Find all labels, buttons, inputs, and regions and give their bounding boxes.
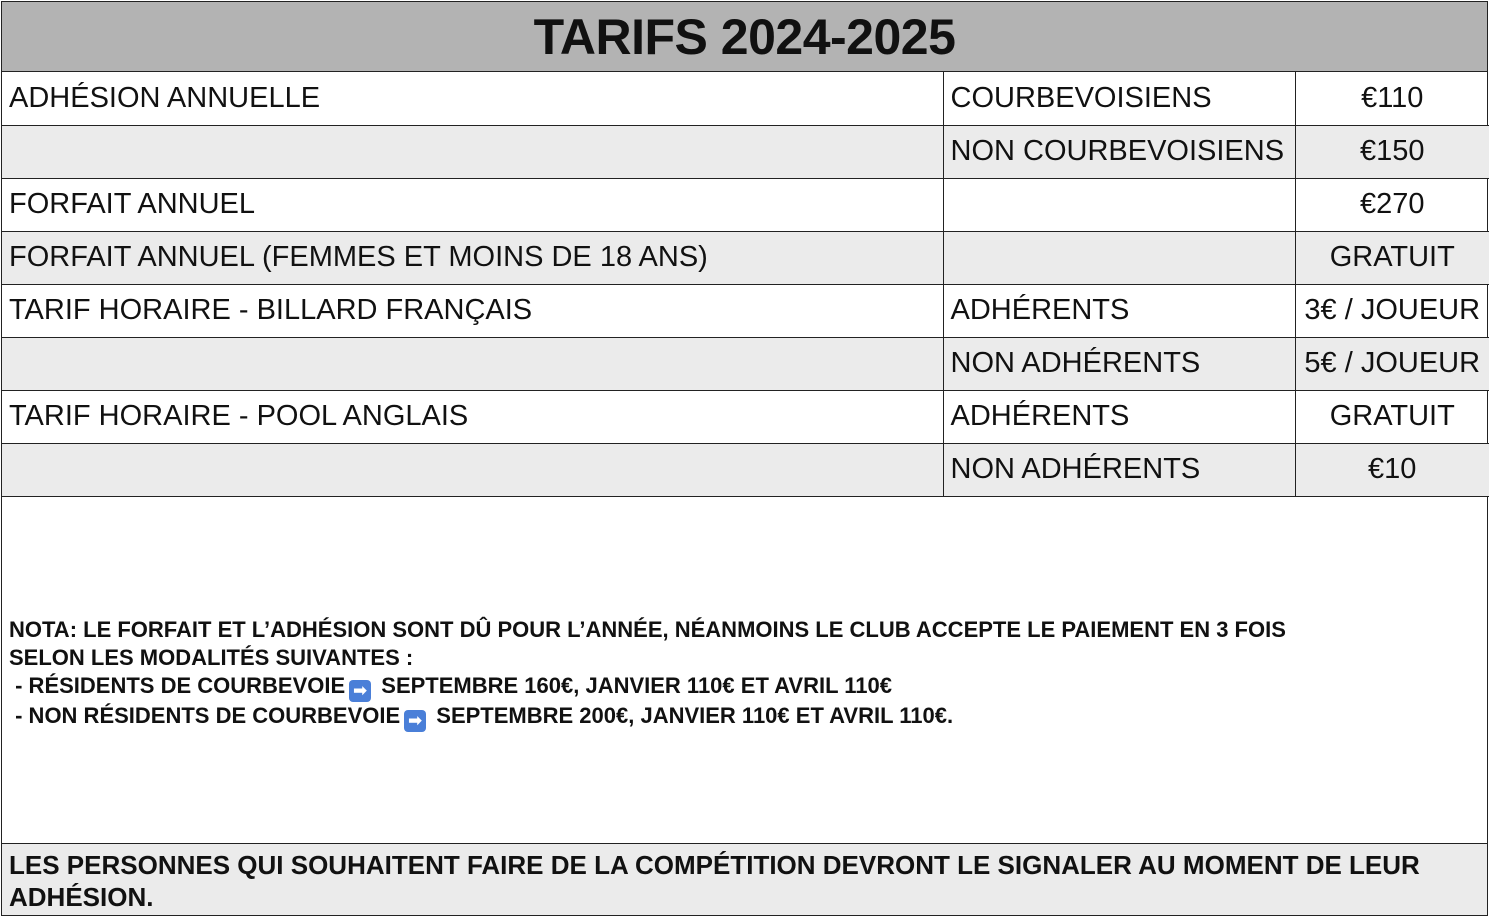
table-row — [2, 284, 1489, 337]
nota-line — [9, 672, 1487, 702]
row-label — [2, 443, 943, 496]
row-label — [2, 125, 943, 178]
nota-line: NOTA: LE FORFAIT ET L’ADHÉSION SONT DÛ POUR L’ANNÉE, NÉANMOINS LE CLUB ACCEPTE LE PAIEMENT EN 3 FOIS — [9, 616, 1286, 642]
row-category: NON ADHÉRENTS — [943, 443, 1295, 496]
row-price: €150 — [1295, 125, 1489, 178]
row-label: TARIF HORAIRE - BILLARD FRANÇAIS — [2, 284, 943, 337]
page-title: TARIFS 2024-2025 — [2, 2, 1487, 72]
row-label: FORFAIT ANNUEL (FEMMES ET MOINS DE 18 ANS) — [2, 231, 943, 284]
table-row — [2, 443, 1489, 496]
competition-notice: LES PERSONNES QUI SOUHAITENT FAIRE DE LA COMPÉTITION DEVRONT LE SIGNALER AU MOMENT DE LEUR ADHÉSION. — [2, 844, 1487, 915]
table-row — [2, 125, 1489, 178]
row-price: 5€ / JOUEUR — [1295, 337, 1489, 390]
row-category: NON ADHÉRENTS — [943, 337, 1295, 390]
nota-line: SELON LES MODALITÉS SUIVANTES : — [9, 644, 414, 670]
row-category: COURBEVOISIENS — [943, 72, 1295, 125]
table-row — [2, 337, 1489, 390]
row-price: GRATUIT — [1295, 231, 1489, 284]
right-arrow-icon: ➡ — [404, 710, 426, 732]
right-arrow-icon: ➡ — [349, 680, 371, 702]
nota-line-suffix: SEPTEMBRE 200€, JANVIER 110€ ET AVRIL 110€. — [430, 702, 954, 728]
row-label — [2, 337, 943, 390]
row-price: €110 — [1295, 72, 1489, 125]
row-category — [943, 178, 1295, 231]
nota-line-prefix: - RÉSIDENTS DE COURBEVOIE — [9, 672, 346, 698]
row-category — [943, 231, 1295, 284]
row-price: €270 — [1295, 178, 1489, 231]
table-row — [2, 231, 1489, 284]
table-row — [2, 72, 1489, 125]
row-price: 3€ / JOUEUR — [1295, 284, 1489, 337]
row-category: ADHÉRENTS — [943, 284, 1295, 337]
row-label: ADHÉSION ANNUELLE — [2, 72, 943, 125]
table-row — [2, 178, 1489, 231]
table-row — [2, 390, 1489, 443]
nota-line — [9, 702, 1487, 732]
tarifs-sheet — [1, 1, 1488, 916]
tarifs-table — [2, 72, 1489, 497]
row-label: TARIF HORAIRE - POOL ANGLAIS — [2, 390, 943, 443]
row-label: FORFAIT ANNUEL — [2, 178, 943, 231]
nota-line-suffix: SEPTEMBRE 160€, JANVIER 110€ ET AVRIL 110€ — [375, 672, 892, 698]
nota-block — [2, 504, 1487, 844]
row-category: ADHÉRENTS — [943, 390, 1295, 443]
row-category: NON COURBEVOISIENS — [943, 125, 1295, 178]
row-price: GRATUIT — [1295, 390, 1489, 443]
nota-line-prefix: - NON RÉSIDENTS DE COURBEVOIE — [9, 702, 401, 728]
row-price: €10 — [1295, 443, 1489, 496]
